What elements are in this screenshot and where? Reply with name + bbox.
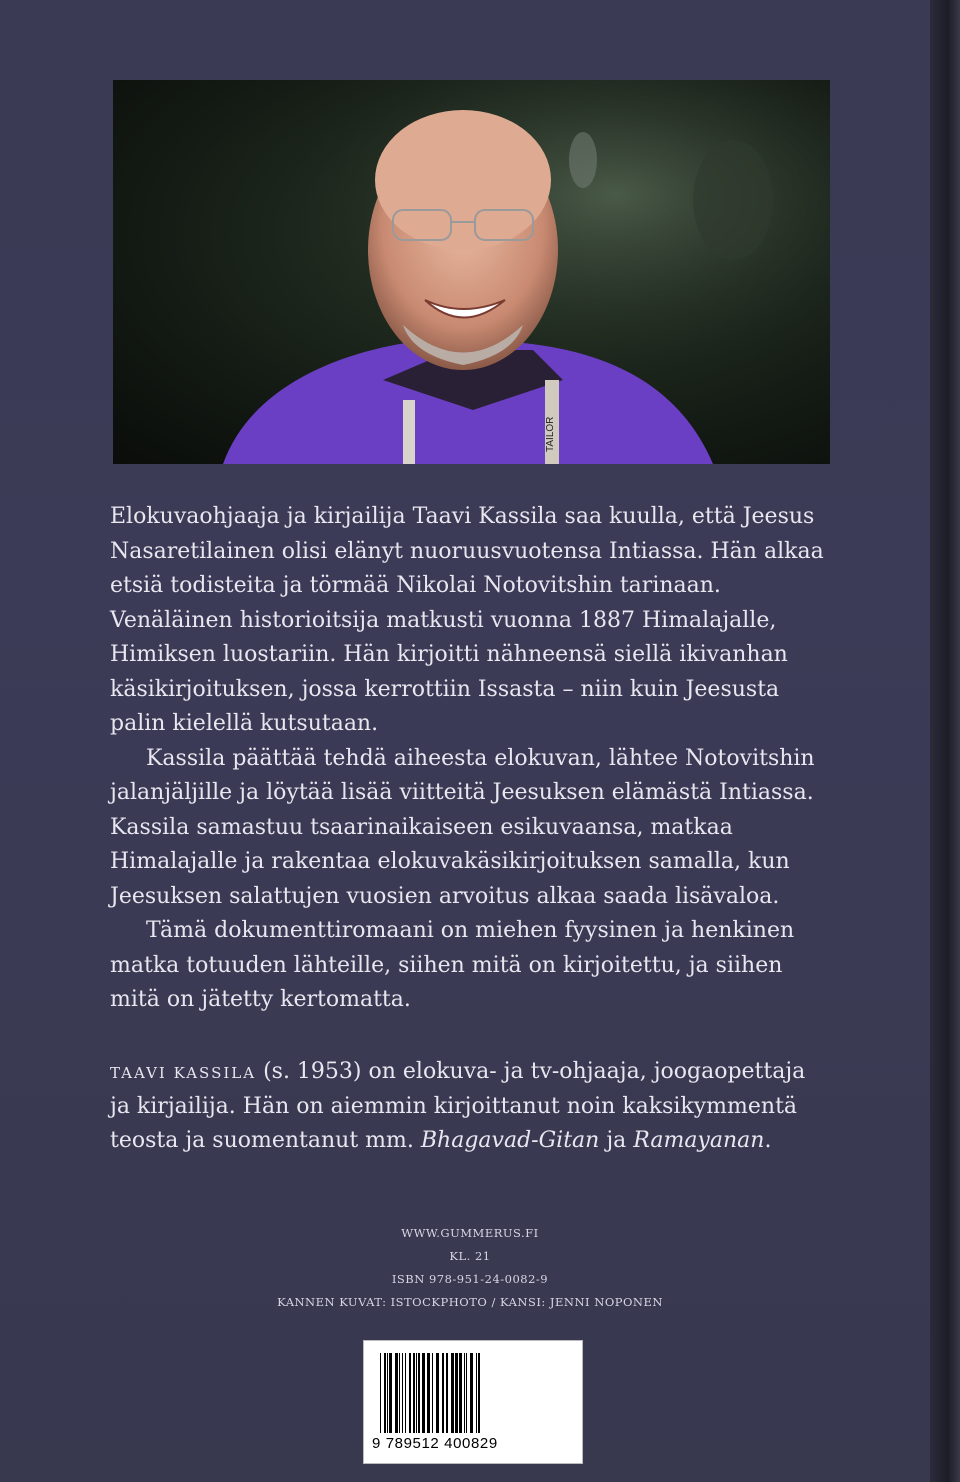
bio-text-2: ja xyxy=(599,1128,634,1153)
barcode-bar xyxy=(402,1353,403,1433)
barcode-bar xyxy=(416,1353,417,1433)
bio-text-1: (s. 1953) on elokuva- ja tv-ohjaaja, joogaopettaja ja kirjailija. Hän on aiemmin kirjoittanut noin kaksikymmentä teosta ja suomentanut mm. xyxy=(110,1059,806,1153)
blurb-text xyxy=(110,500,830,1018)
barcode xyxy=(363,1340,583,1464)
author-name: TAAVI KASSILA xyxy=(110,1064,257,1082)
barcode-bar xyxy=(422,1353,425,1433)
barcode-bar xyxy=(387,1353,388,1433)
publisher-website: WWW.GUMMERUS.FI xyxy=(401,1226,539,1240)
author-photo xyxy=(113,80,830,464)
bio-text-3: . xyxy=(764,1128,772,1153)
barcode-bar xyxy=(413,1353,415,1433)
barcode-bar xyxy=(409,1353,411,1433)
barcode-bar xyxy=(459,1353,462,1433)
blurb-paragraph-3: Tämä dokumenttiromaani on miehen fyysinen ja henkinen matka totuuden lähteille, siihen mitä on kirjoitettu, ja siihen mitä on jätetty kertomatta. xyxy=(110,918,795,1012)
barcode-bar xyxy=(476,1353,477,1433)
barcode-bar xyxy=(427,1353,430,1433)
barcode-bar xyxy=(442,1353,444,1433)
barcode-number: 9 789512 400829 xyxy=(372,1435,498,1452)
author-bio xyxy=(110,1055,830,1158)
author-portrait-illustration xyxy=(113,80,830,464)
barcode-bar xyxy=(451,1353,454,1433)
barcode-bar xyxy=(478,1353,480,1433)
barcode-bar xyxy=(464,1353,465,1433)
bokeh-light xyxy=(569,132,597,188)
blurb-paragraph-2: Kassila päättää tehdä aiheesta elokuvan, lähtee Notovitshin jalanjäljille ja löytää lisää viitteitä Jeesuksen elämästä Intiassa. Kassila samastuu tsaarinaikaiseen esikuvaansa, matkaa Himalajalle ja rakentaa elokuvakäsikirjoituksen samalla, kun Jeesuksen salattujen vuosien arvoitus alkaa saada lisävaloa. xyxy=(110,745,815,909)
classification-code: KL. 21 xyxy=(449,1249,491,1263)
imprint xyxy=(220,1222,720,1314)
blurb-paragraph-1: Elokuvaohjaaja ja kirjailija Taavi Kassila saa kuulla, että Jeesus Nasaretilainen olisi elänyt nuoruusvuotensa Intiassa. Hän alkaa etsiä todisteita ja törmää Nikolai Notovitshin tarinaan. Venäläinen historioitsija matkusti vuonna 1887 Himalajalle, Himiksen luostariin. Hän kirjoitti nähneensä siellä ikivanhan käsikirjoituksen, jossa kerrottiin Issasta – niin kuin Jeesusta palin kielellä kutsutaan. xyxy=(110,504,824,736)
barcode-bar xyxy=(446,1353,448,1433)
barcode-bar xyxy=(470,1353,473,1433)
bio-book-title-1: Bhagavad-Gitan xyxy=(420,1128,600,1153)
bokeh-foliage xyxy=(693,140,773,260)
barcode-bar xyxy=(466,1353,467,1433)
barcode-bar xyxy=(432,1353,433,1433)
barcode-bar xyxy=(399,1353,400,1433)
barcode-bar xyxy=(436,1353,439,1433)
lanyard-left xyxy=(403,400,415,464)
isbn: ISBN 978-951-24-0082-9 xyxy=(391,1272,549,1286)
barcode-bar xyxy=(380,1353,381,1433)
barcode-bar xyxy=(395,1353,398,1433)
bio-book-title-2: Ramayanan xyxy=(633,1128,765,1153)
spine-edge xyxy=(930,0,960,1482)
cover-credits: KANNEN KUVAT: ISTOCKPHOTO / KANSI: JENNI NOPONEN xyxy=(277,1295,663,1309)
bald-head xyxy=(375,110,551,250)
lanyard-text: TAILOR xyxy=(545,416,556,452)
barcode-bars xyxy=(378,1353,568,1435)
barcode-bar xyxy=(389,1353,392,1433)
barcode-bar xyxy=(418,1353,420,1433)
barcode-bar xyxy=(455,1353,458,1433)
barcode-bar xyxy=(405,1353,406,1433)
barcode-bar xyxy=(384,1353,386,1433)
